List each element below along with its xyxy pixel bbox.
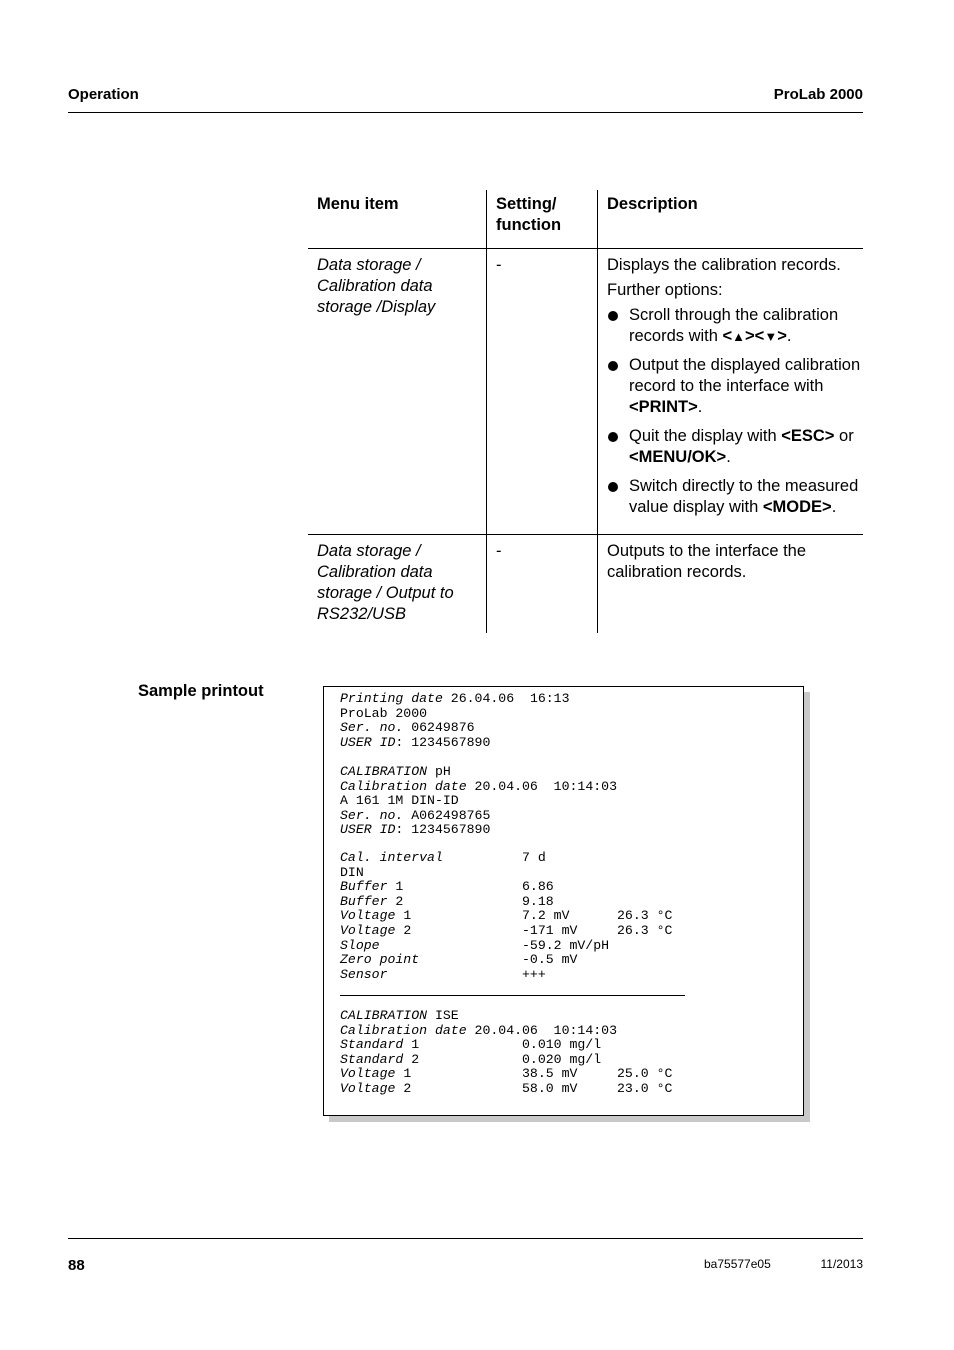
column-header-setting-line2: function (496, 216, 562, 234)
printout-line: Printing date 26.04.06 16:13 (340, 691, 570, 706)
bullet-end: . (831, 498, 837, 516)
menu-item-line: Calibration data (317, 277, 433, 295)
key-label: <MENU/OK> (629, 448, 727, 466)
table-header-row (308, 190, 863, 249)
bullet-icon (608, 432, 618, 442)
sample-printout-label: Sample printout (138, 682, 264, 700)
column-header-description: Description (598, 190, 864, 249)
menu-item-line: Data storage / (317, 542, 421, 560)
printout-line: CALIBRATION ISE (340, 1008, 459, 1023)
key-bracket: >< (745, 327, 765, 345)
menu-item-cell (308, 249, 487, 535)
printout-line: Standard 2 0.020 mg/l (340, 1051, 602, 1067)
document-date: 11/2013 (820, 1257, 863, 1271)
printout-line: Cal. interval 7 d (340, 850, 546, 865)
printout-line: USER ID: 1234567890 (340, 822, 491, 838)
description-cell (598, 249, 864, 535)
printout-line: Zero point -0.5 mV (340, 952, 578, 968)
bullet-end: . (786, 327, 792, 345)
bullet-end: . (726, 448, 731, 466)
menu-item-line: RS232/USB (317, 605, 406, 623)
printout-line: Standard 1 0.010 mg/l (340, 1037, 602, 1053)
list-item (607, 476, 863, 518)
document-id: ba75577e05 (704, 1257, 771, 1271)
bullet-icon (608, 482, 618, 492)
arrow-down-icon: ▼ (764, 329, 778, 344)
printout-line: DIN (340, 864, 364, 880)
bullet-text: Quit the display with (629, 427, 782, 445)
options-list (607, 305, 863, 518)
table-row (308, 535, 863, 634)
column-header-setting-line1: Setting/ (496, 195, 557, 213)
printout-line: Ser. no. 06249876 (340, 720, 475, 736)
bullet-icon (608, 311, 618, 321)
description-cell: Outputs to the interface the calibration records. (607, 542, 807, 581)
printout-line: Voltage 1 38.5 mV 25.0 °C (340, 1066, 673, 1082)
menu-item-line: Data storage / (317, 256, 421, 274)
printout-line: ProLab 2000 (340, 705, 428, 721)
bullet-text: Output the displayed calibration record to the interface with (629, 356, 861, 395)
list-item (607, 426, 863, 468)
key-label: <ESC> (781, 427, 835, 445)
list-item (607, 305, 863, 347)
menu-item-line: storage / Output to (317, 584, 454, 602)
header-product-name: ProLab 2000 (773, 86, 863, 103)
printout-line: Voltage 2 58.0 mV 23.0 °C (340, 1081, 673, 1096)
key-bracket: > (777, 327, 787, 345)
description-text: Displays the calibration records. (607, 256, 841, 274)
column-header-setting (487, 190, 598, 249)
printout-line: Calibration date 20.04.06 10:14:03 (340, 778, 617, 794)
menu-item-line: Calibration data (317, 563, 433, 581)
printout-line: Voltage 2 -171 mV 26.3 °C (340, 923, 673, 938)
printout-line: A 161 1M DIN-ID (340, 793, 459, 809)
bullet-icon (608, 361, 618, 371)
printout-separator (340, 995, 685, 996)
setting-cell: - (487, 535, 598, 634)
key-label: <MODE> (762, 498, 832, 516)
bullet-end: . (697, 398, 703, 416)
key-label: <PRINT> (629, 398, 698, 416)
menu-table (308, 190, 863, 633)
printout-line: USER ID: 1234567890 (340, 734, 491, 750)
menu-item-cell (308, 535, 487, 634)
header-divider (68, 112, 863, 113)
description-text: Further options: (607, 281, 723, 299)
setting-cell: - (487, 249, 598, 535)
bullet-text: Switch directly to the measured value display with (629, 477, 859, 516)
footer-divider (68, 1238, 863, 1239)
printout-line: Buffer 2 9.18 (340, 893, 554, 909)
printout-line: Ser. no. A062498765 (340, 807, 491, 823)
key-bracket: < (722, 327, 733, 345)
sample-printout-box (323, 686, 804, 1116)
printout-line: Buffer 1 6.86 (340, 879, 554, 895)
printout-line: Calibration date 20.04.06 10:14:03 (340, 1022, 617, 1038)
menu-item-line: storage /Display (317, 298, 436, 316)
list-item (607, 355, 863, 418)
arrow-up-icon: ▲ (732, 329, 746, 344)
printout-line: Sensor +++ (340, 966, 546, 982)
page-number: 88 (68, 1257, 85, 1274)
printout-line: Voltage 1 7.2 mV 26.3 °C (340, 908, 673, 924)
printout-line: Slope -59.2 mV/pH (340, 937, 610, 953)
table-row (308, 249, 863, 535)
header-section-title: Operation (68, 86, 139, 103)
printout-line: CALIBRATION pH (340, 764, 451, 779)
bullet-text: Scroll through the calibration records with (629, 306, 839, 345)
column-header-menu-item: Menu item (308, 190, 487, 249)
bullet-text: or (834, 427, 854, 445)
